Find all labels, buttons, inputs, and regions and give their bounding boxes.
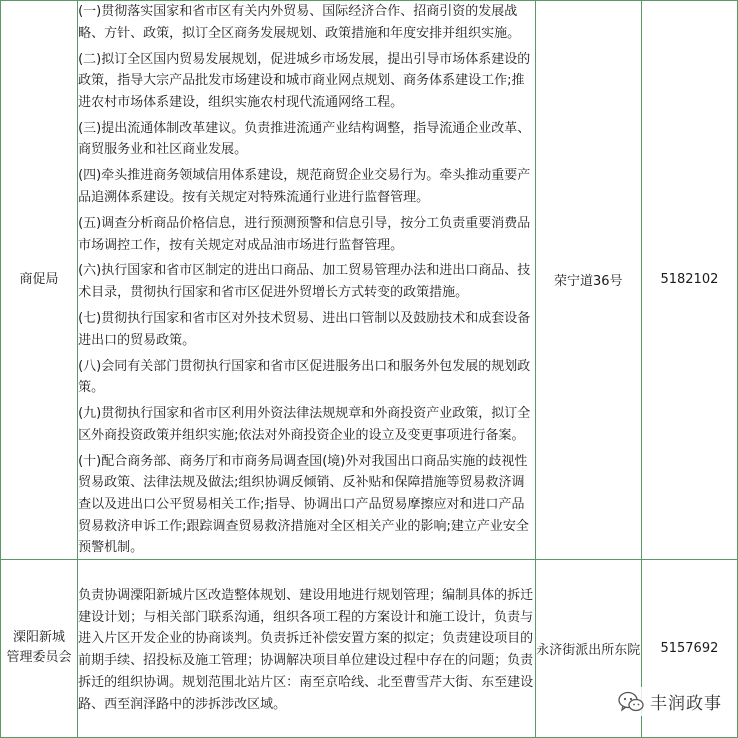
dept-name-cell bbox=[1, 559, 78, 737]
duty-paragraph-8: (八)会同有关部门贯彻执行国家和省市区促进服务出口和服务外包发展的规划政策。 bbox=[78, 358, 531, 396]
table-row bbox=[1, 1, 738, 560]
duty-paragraph-3: (三)提出流通体制改革建议。负责推进流通产业结构调整，指导流通企业改革、商贸服务业和社区商业发展。 bbox=[78, 120, 531, 158]
duty-paragraph-2: (二)拟订全区国内贸易发展规划，促进城乡市场发展，提出引导市场体系建设的政策，指导大宗产品批发市场建设和城市商业网点规划、商务体系建设工作;推进农村市场体系建设，组织实施农村现代流通网络工程。 bbox=[78, 51, 531, 110]
address: 永济街派出所东院 bbox=[536, 642, 641, 658]
duty-paragraph: 负责协调溧阳新城片区改造整体规划、建设用地进行规划管理；编制具体的拆迁建设计划；与相关部门联系沟通，组织各项工程的方案设计和施工设计，负责与进入片区开发企业的协商谈判。负责拆迁补偿安置方案的拟定；负责建设项目的前期手续、招投标及施工管理；协调解决项目单位建设过程中存在的问题；负责拆迁的组织协调。规划范围北站片区：南至京哈线、北至曹雪芹大街、东至建设路、西至润泽路中的涉拆涉改区域。 bbox=[78, 587, 534, 712]
phone-cell bbox=[641, 1, 737, 560]
duty-paragraph-9: (九)贯彻执行国家和省市区利用外资法律法规规章和外商投资产业政策，拟订全区外商投资政策并组织实施;依法对外商投资企业的设立及变更事项进行备案。 bbox=[78, 406, 531, 443]
duty-paragraph-10: (十)配合商务部、商务厅和市商务局调查国(境)外对我国出口商品实施的歧视性贸易政策、法律法规及做法;组织协调反倾销、反补贴和保障措施等贸易救济调查以及进出口公平贸易相关工作;指导、协调出口产品贸易摩擦应对和进口产品贸易救济申诉工作;跟踪调查贸易救济措施对全区相关产业的影响;建立产业安全预警机制。 bbox=[78, 453, 529, 556]
phone-number: 5182102 bbox=[660, 272, 719, 288]
address-cell bbox=[535, 1, 641, 560]
watermark bbox=[614, 687, 726, 716]
wechat-icon bbox=[618, 691, 644, 713]
watermark-text: 丰润政事 bbox=[650, 694, 722, 714]
address: 荣宁道36号 bbox=[554, 274, 623, 290]
duty-paragraph-4: (四)牵头推进商务领域信用体系建设，规范商贸企业交易行为。牵头推动重要产品追溯体系建设。按有关规定对特殊流通行业进行监督管理。 bbox=[78, 168, 531, 205]
duties-cell bbox=[78, 1, 536, 560]
dept-name-cell bbox=[1, 1, 78, 560]
dept-name-line-1: 溧阳新城 bbox=[13, 630, 66, 646]
duty-paragraph-6: (六)执行国家和省市区制定的进出口商品、加工贸易管理办法和进出口商品、技术目录，贯彻执行国家和省市区促进外贸增长方式转变的政策措施。 bbox=[78, 263, 531, 301]
duties-cell bbox=[78, 559, 536, 737]
duty-paragraph-5: (五)调查分析商品价格信息，进行预测预警和信息引导，按分工负责重要消费品市场调控工作，按有关规定对成品油市场进行监督管理。 bbox=[78, 215, 531, 253]
dept-name: 商促局 bbox=[19, 271, 59, 287]
duty-paragraph-7: (七)贯彻执行国家和省市区对外技术贸易、进出口管制以及鼓励技术和成套设备进出口的贸易政策。 bbox=[78, 311, 531, 348]
phone-number: 5157692 bbox=[660, 640, 719, 656]
duty-paragraph-1: (一)贯彻落实国家和省市区有关内外贸易、国际经济合作、招商引资的发展战略、方针、政策，拟订全区商务发展规划、政策措施和年度安排并组织实施。 bbox=[78, 4, 521, 41]
dept-name-line-2: 管理委员会 bbox=[6, 650, 72, 666]
